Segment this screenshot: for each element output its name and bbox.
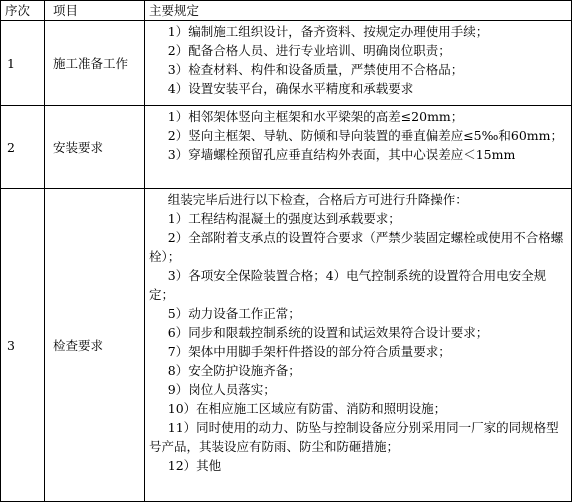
rule-line: 组装完毕后进行以下检查，合格后方可进行升降操作： — [167, 192, 468, 207]
rule-line: 2）竖向主框架、导轨、防倾和导向装置的垂直偏差应≤5‰和60mm； — [167, 128, 564, 143]
header-index: 序次 — [1, 1, 45, 21]
row-rules — [145, 189, 572, 502]
header-rules: 主要规定 — [145, 1, 572, 21]
table-header-row — [1, 1, 572, 21]
table-row — [1, 189, 572, 502]
rule-line: 6）同步和限载控制系统的设置和试运效果符合设计要求； — [167, 325, 489, 340]
rule-line: 1）编制施工组织设计，备齐资料、按规定办理使用手续； — [167, 24, 489, 39]
rule-line: 12）其他 — [167, 458, 222, 473]
rule-line: 3）穿墙螺栓预留孔应垂直结构外表面，其中心误差应＜15mm — [167, 147, 516, 162]
rule-line: 3）各项安全保险装置合格；4）电气控制系统的设置符合用电安全规定； — [149, 268, 547, 302]
rule-line: 2）全部附着支承点的设置符合要求（严禁少装固定螺栓或使用不合格螺栓）； — [149, 230, 564, 264]
rule-line: 11）同时使用的动力、防坠与控制设备应分别采用同一厂家的同规格型号产品，其装设应有防雨、防尘和防砸措施； — [149, 420, 559, 454]
rule-line: 9）岗位人员落实； — [167, 382, 276, 397]
row-item: 安装要求 — [45, 106, 145, 189]
table-row — [1, 21, 572, 106]
rule-line: 8）安全防护设施齐备； — [167, 363, 301, 378]
rule-line: 7）架体中用脚手架杆件搭设的部分符合质量要求； — [167, 344, 451, 359]
rule-line: 4）设置安装平台，确保水平精度和承载要求 — [167, 81, 414, 96]
row-index: 2 — [1, 106, 45, 189]
rule-line: 5）动力设备工作正常； — [167, 306, 301, 321]
rule-line: 1）工程结构混凝土的强度达到承载要求； — [167, 211, 401, 226]
row-index: 3 — [1, 189, 45, 502]
rule-line: 2）配备合格人员、进行专业培训、明确岗位职责； — [167, 43, 451, 58]
table-row — [1, 106, 572, 189]
header-item: 项目 — [45, 1, 145, 21]
row-item: 检查要求 — [45, 189, 145, 502]
row-item: 施工准备工作 — [45, 21, 145, 106]
row-rules — [145, 21, 572, 106]
row-rules — [145, 106, 572, 189]
rule-line: 10）在相应施工区域应有防雷、消防和照明设施； — [167, 401, 447, 416]
rule-line: 3）检查材料、构件和设备质量，严禁使用不合格品； — [167, 62, 464, 77]
rule-line: 1）相邻架体竖向主框架和水平梁架的高差≤20mm； — [167, 109, 464, 124]
row-index: 1 — [1, 21, 45, 106]
